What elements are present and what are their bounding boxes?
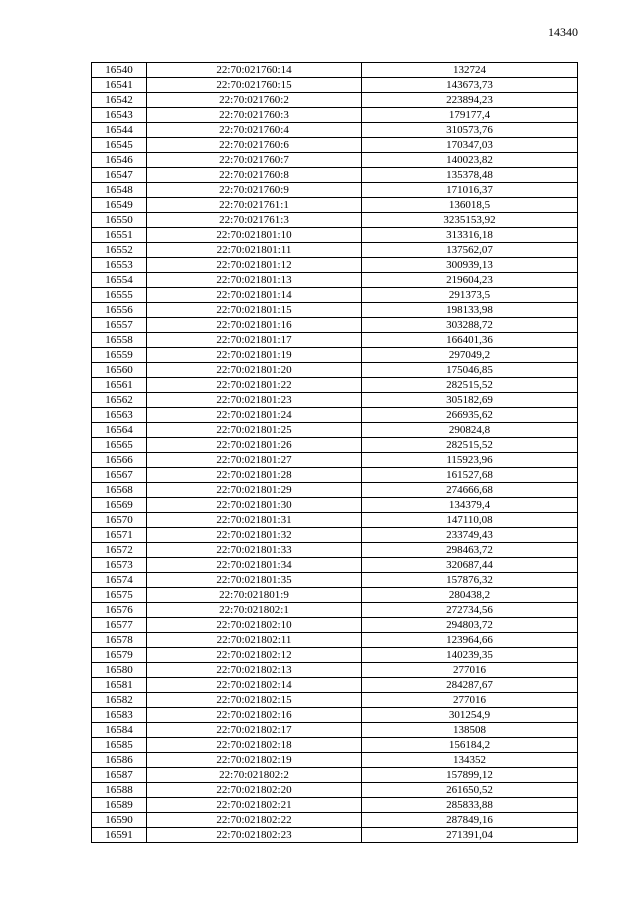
row-number-cell: 16583 (92, 708, 147, 723)
table-row (92, 768, 578, 783)
cadastral-number-cell: 22:70:021801:34 (147, 558, 362, 573)
value-cell: 136018,5 (362, 198, 578, 213)
cadastral-number-cell: 22:70:021802:19 (147, 753, 362, 768)
value-cell: 285833,88 (362, 798, 578, 813)
row-number-cell: 16561 (92, 378, 147, 393)
table-row (92, 123, 578, 138)
page-number: 14340 (548, 25, 578, 39)
row-number-cell: 16542 (92, 93, 147, 108)
row-number-cell: 16591 (92, 828, 147, 843)
value-cell: 272734,56 (362, 603, 578, 618)
value-cell: 303288,72 (362, 318, 578, 333)
table-row (92, 483, 578, 498)
table-row (92, 588, 578, 603)
value-cell: 305182,69 (362, 393, 578, 408)
table-row (92, 708, 578, 723)
row-number-cell: 16590 (92, 813, 147, 828)
table-row (92, 603, 578, 618)
table-row (92, 423, 578, 438)
cadastral-number-cell: 22:70:021802:23 (147, 828, 362, 843)
row-number-cell: 16554 (92, 273, 147, 288)
value-cell: 266935,62 (362, 408, 578, 423)
cadastral-number-cell: 22:70:021801:31 (147, 513, 362, 528)
value-cell: 135378,48 (362, 168, 578, 183)
cadastral-number-cell: 22:70:021760:8 (147, 168, 362, 183)
value-cell: 282515,52 (362, 438, 578, 453)
row-number-cell: 16563 (92, 408, 147, 423)
row-number-cell: 16578 (92, 633, 147, 648)
cadastral-number-cell: 22:70:021801:25 (147, 423, 362, 438)
cadastral-number-cell: 22:70:021801:15 (147, 303, 362, 318)
row-number-cell: 16552 (92, 243, 147, 258)
table-row (92, 303, 578, 318)
value-cell: 310573,76 (362, 123, 578, 138)
value-cell: 171016,37 (362, 183, 578, 198)
value-cell: 300939,13 (362, 258, 578, 273)
cadastral-number-cell: 22:70:021802:16 (147, 708, 362, 723)
value-cell: 132724 (362, 63, 578, 78)
value-cell: 320687,44 (362, 558, 578, 573)
table-row (92, 828, 578, 843)
row-number-cell: 16567 (92, 468, 147, 483)
cadastral-number-cell: 22:70:021760:2 (147, 93, 362, 108)
value-cell: 161527,68 (362, 468, 578, 483)
row-number-cell: 16564 (92, 423, 147, 438)
row-number-cell: 16550 (92, 213, 147, 228)
row-number-cell: 16576 (92, 603, 147, 618)
cadastral-number-cell: 22:70:021801:9 (147, 588, 362, 603)
value-cell: 175046,85 (362, 363, 578, 378)
table-row (92, 378, 578, 393)
row-number-cell: 16586 (92, 753, 147, 768)
cadastral-value-table (91, 62, 577, 843)
row-number-cell: 16555 (92, 288, 147, 303)
row-number-cell: 16562 (92, 393, 147, 408)
value-cell: 115923,96 (362, 453, 578, 468)
table-row (92, 558, 578, 573)
row-number-cell: 16570 (92, 513, 147, 528)
table-row (92, 393, 578, 408)
value-cell: 166401,36 (362, 333, 578, 348)
table-row (92, 258, 578, 273)
value-cell: 277016 (362, 663, 578, 678)
cadastral-number-cell: 22:70:021801:33 (147, 543, 362, 558)
value-cell: 287849,16 (362, 813, 578, 828)
table-row (92, 273, 578, 288)
row-number-cell: 16556 (92, 303, 147, 318)
value-cell: 223894,23 (362, 93, 578, 108)
row-number-cell: 16587 (92, 768, 147, 783)
cadastral-number-cell: 22:70:021801:22 (147, 378, 362, 393)
cadastral-number-cell: 22:70:021760:3 (147, 108, 362, 123)
row-number-cell: 16557 (92, 318, 147, 333)
table-row (92, 738, 578, 753)
row-number-cell: 16546 (92, 153, 147, 168)
table-row (92, 333, 578, 348)
value-cell: 156184,2 (362, 738, 578, 753)
row-number-cell: 16589 (92, 798, 147, 813)
cadastral-number-cell: 22:70:021801:23 (147, 393, 362, 408)
value-cell: 137562,07 (362, 243, 578, 258)
value-cell: 143673,73 (362, 78, 578, 93)
row-number-cell: 16581 (92, 678, 147, 693)
table-row (92, 813, 578, 828)
row-number-cell: 16543 (92, 108, 147, 123)
cadastral-number-cell: 22:70:021761:1 (147, 198, 362, 213)
value-cell: 233749,43 (362, 528, 578, 543)
cadastral-number-cell: 22:70:021802:15 (147, 693, 362, 708)
row-number-cell: 16585 (92, 738, 147, 753)
table-row (92, 468, 578, 483)
table-row (92, 198, 578, 213)
cadastral-number-cell: 22:70:021801:29 (147, 483, 362, 498)
row-number-cell: 16579 (92, 648, 147, 663)
cadastral-number-cell: 22:70:021801:32 (147, 528, 362, 543)
value-cell: 297049,2 (362, 348, 578, 363)
cadastral-number-cell: 22:70:021801:26 (147, 438, 362, 453)
cadastral-number-cell: 22:70:021802:20 (147, 783, 362, 798)
table-row (92, 618, 578, 633)
table-row (92, 78, 578, 93)
cadastral-number-cell: 22:70:021801:17 (147, 333, 362, 348)
row-number-cell: 16558 (92, 333, 147, 348)
table-row (92, 138, 578, 153)
value-cell: 291373,5 (362, 288, 578, 303)
value-cell: 3235153,92 (362, 213, 578, 228)
value-cell: 170347,03 (362, 138, 578, 153)
value-cell: 274666,68 (362, 483, 578, 498)
cadastral-number-cell: 22:70:021802:21 (147, 798, 362, 813)
table-row (92, 498, 578, 513)
cadastral-number-cell: 22:70:021801:24 (147, 408, 362, 423)
value-cell: 198133,98 (362, 303, 578, 318)
cadastral-number-cell: 22:70:021802:2 (147, 768, 362, 783)
value-cell: 261650,52 (362, 783, 578, 798)
value-cell: 140239,35 (362, 648, 578, 663)
row-number-cell: 16566 (92, 453, 147, 468)
cadastral-number-cell: 22:70:021801:14 (147, 288, 362, 303)
row-number-cell: 16549 (92, 198, 147, 213)
row-number-cell: 16541 (92, 78, 147, 93)
cadastral-number-cell: 22:70:021801:27 (147, 453, 362, 468)
table-row (92, 678, 578, 693)
row-number-cell: 16577 (92, 618, 147, 633)
row-number-cell: 16547 (92, 168, 147, 183)
value-cell: 282515,52 (362, 378, 578, 393)
value-cell: 298463,72 (362, 543, 578, 558)
table-row (92, 168, 578, 183)
value-cell: 134379,4 (362, 498, 578, 513)
table-row (92, 363, 578, 378)
row-number-cell: 16565 (92, 438, 147, 453)
cadastral-number-cell: 22:70:021802:13 (147, 663, 362, 678)
row-number-cell: 16573 (92, 558, 147, 573)
table-row (92, 153, 578, 168)
table-row (92, 438, 578, 453)
cadastral-number-cell: 22:70:021801:10 (147, 228, 362, 243)
cadastral-number-cell: 22:70:021802:17 (147, 723, 362, 738)
cadastral-number-cell: 22:70:021801:13 (147, 273, 362, 288)
table-row (92, 243, 578, 258)
cadastral-number-cell: 22:70:021801:11 (147, 243, 362, 258)
row-number-cell: 16574 (92, 573, 147, 588)
row-number-cell: 16580 (92, 663, 147, 678)
cadastral-number-cell: 22:70:021802:11 (147, 633, 362, 648)
table-row (92, 543, 578, 558)
table-row (92, 93, 578, 108)
table-row (92, 798, 578, 813)
value-cell: 284287,67 (362, 678, 578, 693)
table-row (92, 753, 578, 768)
table-row (92, 513, 578, 528)
row-number-cell: 16568 (92, 483, 147, 498)
value-cell: 157899,12 (362, 768, 578, 783)
table-row (92, 318, 578, 333)
value-cell: 277016 (362, 693, 578, 708)
cadastral-number-cell: 22:70:021802:14 (147, 678, 362, 693)
cadastral-number-cell: 22:70:021801:12 (147, 258, 362, 273)
table-row (92, 723, 578, 738)
table-row (92, 288, 578, 303)
table-row (92, 663, 578, 678)
cadastral-number-cell: 22:70:021802:1 (147, 603, 362, 618)
value-cell: 123964,66 (362, 633, 578, 648)
table-row (92, 573, 578, 588)
table-row (92, 648, 578, 663)
table-row (92, 783, 578, 798)
value-cell: 140023,82 (362, 153, 578, 168)
cadastral-number-cell: 22:70:021802:12 (147, 648, 362, 663)
value-cell: 301254,9 (362, 708, 578, 723)
row-number-cell: 16548 (92, 183, 147, 198)
row-number-cell: 16540 (92, 63, 147, 78)
cadastral-number-cell: 22:70:021802:22 (147, 813, 362, 828)
value-cell: 157876,32 (362, 573, 578, 588)
value-cell: 271391,04 (362, 828, 578, 843)
row-number-cell: 16545 (92, 138, 147, 153)
cadastral-number-cell: 22:70:021801:28 (147, 468, 362, 483)
table-row (92, 528, 578, 543)
row-number-cell: 16575 (92, 588, 147, 603)
value-cell: 219604,23 (362, 273, 578, 288)
value-cell: 280438,2 (362, 588, 578, 603)
row-number-cell: 16582 (92, 693, 147, 708)
cadastral-number-cell: 22:70:021801:16 (147, 318, 362, 333)
table-row (92, 453, 578, 468)
cadastral-number-cell: 22:70:021802:18 (147, 738, 362, 753)
table-row (92, 228, 578, 243)
table-row (92, 183, 578, 198)
row-number-cell: 16560 (92, 363, 147, 378)
cadastral-number-cell: 22:70:021801:19 (147, 348, 362, 363)
cadastral-number-cell: 22:70:021801:30 (147, 498, 362, 513)
row-number-cell: 16559 (92, 348, 147, 363)
cadastral-number-cell: 22:70:021802:10 (147, 618, 362, 633)
cadastral-number-cell: 22:70:021760:15 (147, 78, 362, 93)
row-number-cell: 16584 (92, 723, 147, 738)
data-table (91, 62, 578, 843)
value-cell: 134352 (362, 753, 578, 768)
table-row (92, 633, 578, 648)
table-row (92, 63, 578, 78)
table-row (92, 408, 578, 423)
row-number-cell: 16569 (92, 498, 147, 513)
table-row (92, 348, 578, 363)
value-cell: 179177,4 (362, 108, 578, 123)
row-number-cell: 16571 (92, 528, 147, 543)
cadastral-number-cell: 22:70:021760:6 (147, 138, 362, 153)
row-number-cell: 16553 (92, 258, 147, 273)
cadastral-number-cell: 22:70:021760:4 (147, 123, 362, 138)
cadastral-number-cell: 22:70:021761:3 (147, 213, 362, 228)
value-cell: 294803,72 (362, 618, 578, 633)
value-cell: 313316,18 (362, 228, 578, 243)
table-body (92, 63, 578, 843)
row-number-cell: 16551 (92, 228, 147, 243)
value-cell: 290824,8 (362, 423, 578, 438)
value-cell: 138508 (362, 723, 578, 738)
row-number-cell: 16544 (92, 123, 147, 138)
cadastral-number-cell: 22:70:021760:14 (147, 63, 362, 78)
cadastral-number-cell: 22:70:021801:20 (147, 363, 362, 378)
table-row (92, 693, 578, 708)
cadastral-number-cell: 22:70:021760:9 (147, 183, 362, 198)
row-number-cell: 16588 (92, 783, 147, 798)
table-row (92, 108, 578, 123)
cadastral-number-cell: 22:70:021801:35 (147, 573, 362, 588)
value-cell: 147110,08 (362, 513, 578, 528)
cadastral-number-cell: 22:70:021760:7 (147, 153, 362, 168)
table-row (92, 213, 578, 228)
row-number-cell: 16572 (92, 543, 147, 558)
